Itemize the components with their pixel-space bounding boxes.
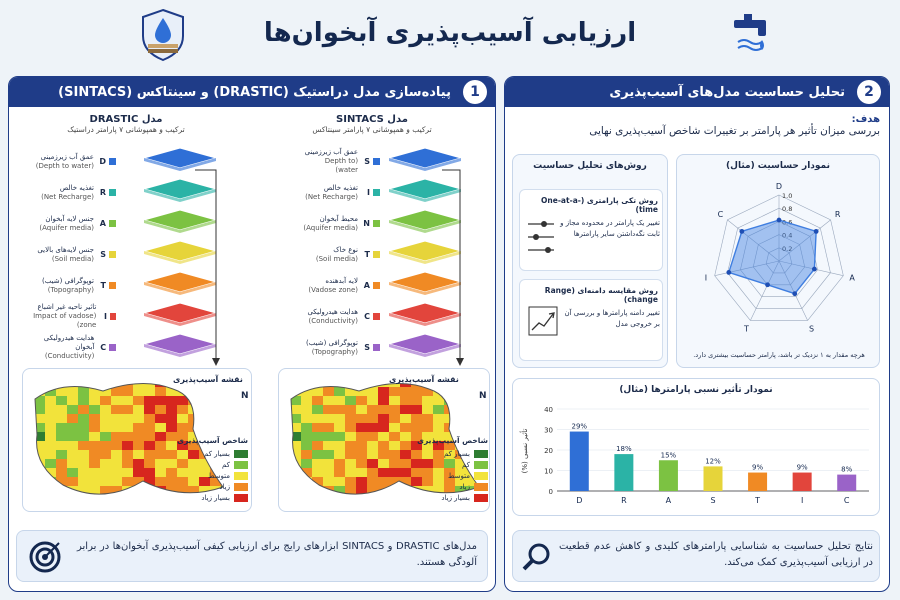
bar-chart-box (512, 378, 880, 516)
bar-y-tick: 40 (544, 406, 553, 414)
radar-note: هرچه مقدار به ۱ نزدیک تر باشد، پارامتر حساسیت بیشتری دارد. (693, 351, 865, 359)
drastic-map-legend (168, 436, 248, 503)
drastic-subtitle: ترکیب و همپوشانی ۷ پارامتر دراستیک (67, 125, 185, 134)
sintacs-map-legend (410, 436, 488, 503)
radar-title: نمودار حساسیت (مثال) (726, 161, 830, 171)
drastic-title: مدل DRASTIC (89, 114, 163, 125)
param-row-drastic-1 (24, 177, 116, 208)
step-badge-2: 2 (857, 80, 881, 104)
param-label: لایه آبدهنده (Vadose zone) (308, 276, 358, 294)
legend-swatch (474, 472, 488, 480)
north-arrow-icon: N (479, 391, 487, 401)
param-letter: S (364, 157, 371, 166)
radar-chart (677, 173, 881, 345)
param-swatch (109, 282, 116, 289)
legend-item: متوسط (410, 470, 488, 481)
radar-point (765, 282, 770, 287)
param-row-sintacs-6 (300, 332, 380, 363)
param-swatch (109, 220, 116, 227)
radar-point (777, 218, 782, 223)
param-label: عمق آب زیرزمینی (Depth to water) (304, 148, 359, 174)
drastic-flow-arrow (190, 164, 290, 374)
radar-category-label: D (775, 182, 783, 191)
aquifer-shield-icon (140, 8, 186, 62)
faucet-icon (730, 8, 782, 60)
sensitivity-panel-title: تحلیل حساسیت مدل‌های آسیب‌پذیری (609, 84, 845, 100)
param-letter: C (100, 343, 107, 352)
param-label: تاثیر ناحیه غیر اشباع (Impact of vadose zone) (33, 303, 97, 329)
param-swatch (109, 251, 116, 258)
methods-title: روش‌های تحلیل حساسیت (533, 161, 647, 171)
param-letter: I (367, 188, 370, 197)
param-letter: T (364, 250, 370, 259)
legend-item: بسیار زیاد (410, 492, 488, 503)
bar-category-label: C (843, 496, 850, 505)
legend-item: بسیار زیاد (168, 492, 248, 503)
modeling-panel-title: پیاده‌سازی مدل دراستیک (DRASTIC) و سینتاکس (SINTACS) (58, 84, 451, 100)
radar-point (739, 229, 744, 234)
param-row-sintacs-2 (300, 208, 380, 239)
legend-title: شاخص آسیب‌پذیری (417, 436, 488, 445)
legend-swatch (474, 494, 488, 502)
bar-S (704, 466, 723, 491)
legend-swatch (474, 483, 488, 491)
page-title: ارزیابی آسیب‌پذیری آبخوان‌ها (263, 18, 637, 48)
legend-swatch (234, 483, 248, 491)
drastic-map-title: نقشه آسیب‌پذیری (173, 375, 243, 384)
sintacs-parameter-list (300, 146, 380, 363)
param-letter: T (100, 281, 106, 290)
radar-tick-label: 0.8 (782, 205, 793, 214)
param-swatch (373, 313, 380, 320)
legend-item: زیاد (410, 481, 488, 492)
bar-y-tick: 10 (544, 467, 553, 476)
goal-text: بررسی میزان تأثیر هر پارامتر بر تغییرات شاخص آسیب‌پذیری نهایی (589, 125, 880, 137)
param-letter: S (100, 250, 106, 259)
method-card-range (519, 279, 663, 361)
param-row-sintacs-4 (300, 270, 380, 301)
bar-data-label: 8% (841, 465, 853, 474)
param-row-drastic-6 (24, 332, 116, 363)
modeling-footer-box (16, 530, 488, 582)
param-swatch (373, 344, 380, 351)
param-letter: I (104, 312, 108, 321)
method-oat-title: روش تکی پارامتری (One-at-a-time) (541, 196, 658, 214)
method-range-text: تغییر دامنه پارامترها و بررسی آن بر خروجی مدل (564, 309, 660, 328)
radar-category-label: A (849, 273, 855, 283)
legend-swatch (474, 461, 488, 469)
param-label: جنس لایه آبخوان (Aquifer media) (39, 214, 94, 232)
sintacs-subtitle: ترکیب و همپوشانی ۷ پارامتر سینتاکس (312, 125, 432, 134)
legend-swatch (234, 494, 248, 502)
modeling-panel-header (9, 77, 495, 107)
sintacs-header (262, 114, 482, 134)
goal-label: هدف: (851, 114, 880, 125)
sintacs-map-title: نقشه آسیب‌پذیری (389, 375, 459, 384)
param-row-drastic-0 (24, 146, 116, 177)
radar-category-label: S (809, 324, 815, 334)
param-row-drastic-4 (24, 270, 116, 301)
legend-swatch (234, 461, 248, 469)
legend-swatch (234, 472, 248, 480)
radar-category-label: I (704, 273, 708, 283)
param-swatch (109, 344, 116, 351)
radar-category-label: R (834, 210, 841, 220)
param-letter: A (99, 219, 106, 228)
param-label: هدایت هیدرولیکی (Conductivity) (307, 307, 358, 325)
bar-chart (513, 399, 881, 515)
bar-R (614, 454, 633, 491)
bar-chart-title: نمودار تأثیر نسبی پارامترها (مثال) (619, 385, 773, 395)
param-label: تغذیه خالص (Net Recharge) (305, 183, 358, 201)
bar-y-tick: 30 (544, 426, 553, 435)
step-badge-1: 1 (463, 80, 487, 104)
bar-data-label: 15% (660, 451, 677, 460)
param-label: محیط آبخوان (Aquifer media) (303, 214, 358, 232)
param-swatch (373, 220, 380, 227)
bar-category-label: I (800, 496, 804, 505)
legend-item: بسیار کم (168, 448, 248, 459)
modeling-footer-text: مدل‌های DRASTIC و SINTACS ابزارهای رایج برای ارزیابی کیفی آسیب‌پذیری آبخوان‌ها در برابر آلودگی هستند. (77, 541, 477, 568)
bar-data-label: 9% (796, 463, 808, 472)
param-row-sintacs-3 (300, 239, 380, 270)
param-letter: D (99, 157, 106, 166)
bar-I (793, 473, 812, 491)
radar-tick-label: 0.6 (782, 218, 793, 227)
param-letter: R (99, 188, 106, 197)
bar-data-label: 29% (571, 422, 588, 431)
north-arrow-icon: N (241, 391, 249, 401)
param-swatch (109, 189, 116, 196)
legend-title: شاخص آسیب‌پذیری (177, 436, 248, 445)
legend-item: متوسط (168, 470, 248, 481)
legend-item: کم (168, 459, 248, 470)
bar-C (837, 475, 856, 491)
sintacs-title: مدل SINTACS (336, 114, 408, 125)
param-label: توپوگرافی (شیب) (Topography) (306, 338, 358, 356)
bar-category-label: A (665, 496, 672, 505)
param-row-drastic-5 (24, 301, 116, 332)
bar-T (748, 473, 767, 491)
radar-tick-label: 0.2 (782, 244, 793, 253)
param-row-sintacs-1 (300, 177, 380, 208)
param-swatch (110, 313, 116, 320)
sensitivity-footer-box (512, 530, 880, 582)
legend-item: زیاد (168, 481, 248, 492)
legend-item: کم (410, 459, 488, 470)
radar-box (676, 154, 880, 368)
param-row-drastic-3 (24, 239, 116, 270)
bar-data-label: 9% (752, 463, 764, 472)
bar-category-label: D (576, 496, 583, 505)
sintacs-flow-arrow (440, 164, 480, 374)
param-swatch (373, 189, 380, 196)
param-letter: C (364, 312, 370, 321)
legend-item: بسیار کم (410, 448, 488, 459)
sensitivity-footer-text: نتایج تحلیل حساسیت به شناسایی پارامترهای کلیدی و کاهش عدم قطعیت در ارزیابی آسیب‌پذیری کمک می‌کند. (559, 541, 873, 568)
bar-D (570, 432, 589, 491)
param-swatch (373, 158, 380, 165)
methods-box (512, 154, 668, 368)
radar-point (814, 229, 819, 234)
bar-y-tick: 20 (544, 447, 553, 455)
bar-y-tick: 0 (548, 488, 553, 496)
param-label: نوع خاک (Soil media) (315, 245, 358, 263)
param-swatch (109, 158, 116, 165)
method-oat-text: تغییر یک پارامتر در محدوده مجاز و ثابت نگه‌داشتن سایر پارامترها (560, 219, 660, 238)
radar-point (726, 270, 731, 275)
goal-section (516, 114, 880, 137)
drastic-parameter-list (24, 146, 116, 363)
bar-y-label: تأثیر نسبی (%) (521, 428, 529, 474)
radar-tick-label: 0.4 (782, 231, 793, 240)
method-range-title: روش مقایسه دامنه‌ای (Range change) (544, 286, 658, 304)
bar-data-label: 12% (705, 457, 721, 466)
param-label: تغذیه خالص (Net Recharge) (41, 183, 94, 201)
method-card-oat (519, 189, 663, 271)
param-row-sintacs-5 (300, 301, 380, 332)
slider-settings-icon (526, 214, 556, 260)
bar-category-label: S (710, 496, 716, 505)
bar-category-label: T (755, 496, 761, 505)
radar-point (812, 267, 817, 272)
bar-category-label: R (621, 496, 627, 505)
magnifier-icon (521, 541, 553, 573)
radar-tick-label: 1.0 (782, 192, 793, 200)
radar-category-label: T (744, 324, 749, 334)
param-label: هدایت هیدرولیکی آبخوان (Conductivity) (43, 334, 95, 360)
param-swatch (373, 251, 380, 258)
legend-swatch (474, 450, 488, 458)
param-label: عمق آب زیرزمینی (Depth to water) (35, 152, 94, 170)
param-row-drastic-2 (24, 208, 116, 239)
drastic-header (16, 114, 236, 134)
param-row-sintacs-0 (300, 146, 380, 177)
legend-swatch (234, 450, 248, 458)
param-label: جنس لایه‌های بالایی (Soil media) (37, 245, 94, 263)
param-letter: N (363, 219, 370, 228)
sensitivity-panel-header (505, 77, 889, 107)
bar-data-label: 18% (616, 445, 632, 454)
param-letter: S (364, 343, 370, 352)
param-label: توپوگرافی (شیب) (Topography) (42, 276, 94, 294)
trend-chart-icon (528, 306, 558, 336)
param-letter: A (363, 281, 370, 290)
radar-point (792, 291, 797, 296)
radar-category-label: C (717, 210, 724, 220)
param-swatch (373, 282, 380, 289)
bar-A (659, 460, 678, 491)
target-icon (29, 541, 61, 573)
